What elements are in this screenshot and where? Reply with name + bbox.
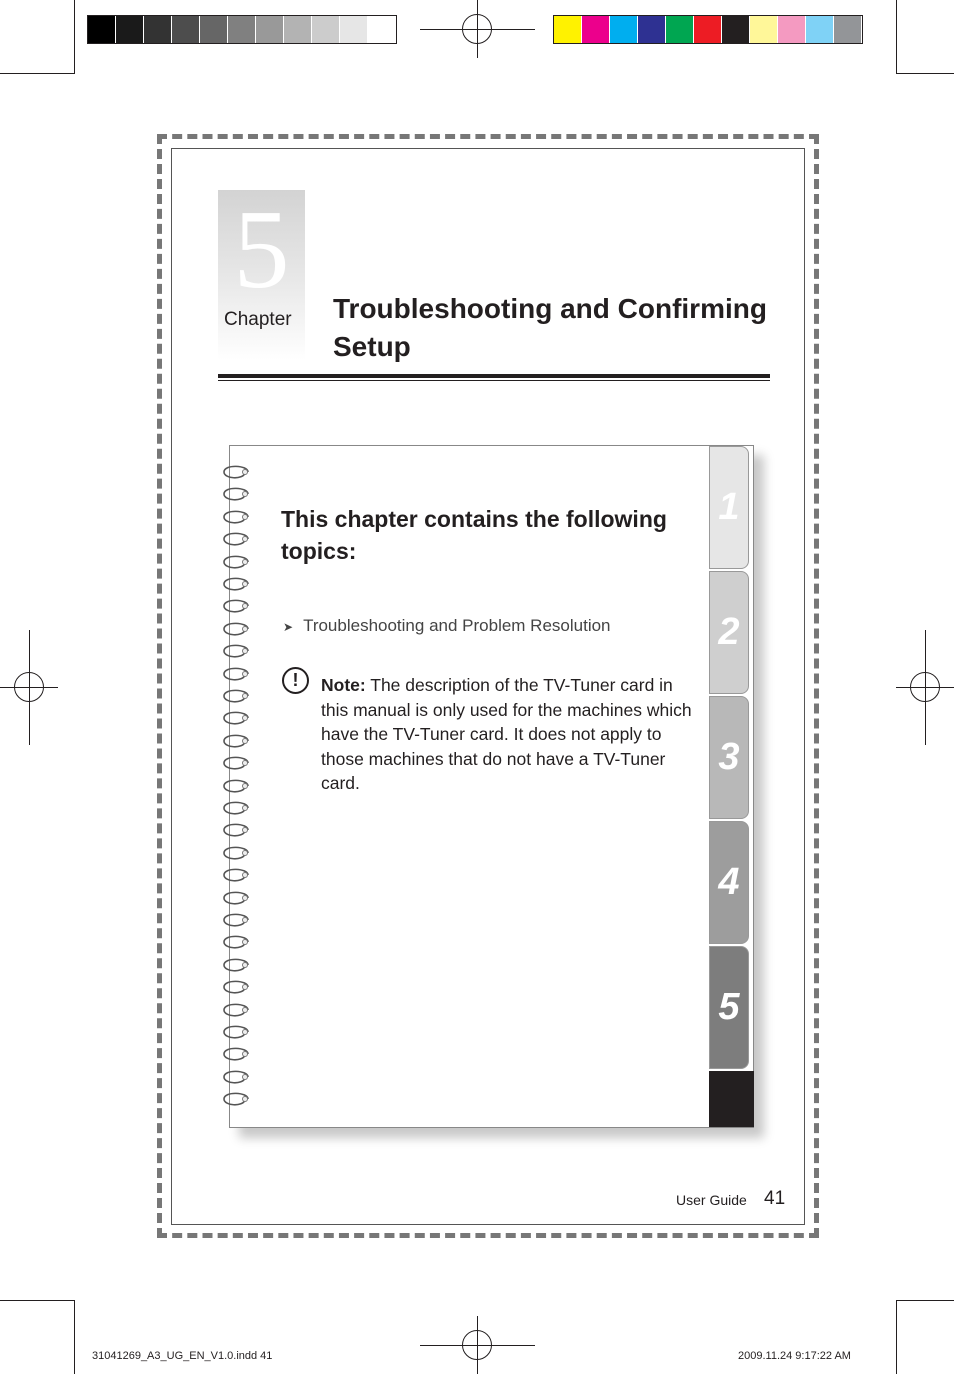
note-label: Note: [321,675,366,695]
spiral-coil-icon [221,642,249,658]
gray-swatch [256,16,284,43]
spiral-coil-icon [221,821,249,837]
slug-file: 31041269_A3_UG_EN_V1.0.indd 41 [92,1350,273,1362]
topic-list-item [283,616,611,636]
title-rule [218,380,770,381]
crop-mark [0,1300,74,1301]
process-color-bar [553,15,863,44]
registration-circle [462,1330,492,1360]
color-swatch [582,16,610,43]
gray-swatch [368,16,396,43]
registration-circle [462,14,492,44]
crop-mark [896,0,897,74]
spiral-coil-icon [221,1023,249,1039]
tab-label: 3 [718,736,740,778]
spiral-coil-icon [221,463,249,479]
crop-mark [896,1300,897,1374]
spiral-coil-icon [221,597,249,613]
page-number: 41 [764,1188,786,1209]
spiral-coil-icon [221,1068,249,1084]
color-swatch [638,16,666,43]
crop-mark [74,1300,75,1374]
slug-date: 2009.11.24 9:17:22 AM [738,1350,851,1362]
crop-mark [896,1300,954,1301]
crop-mark [0,73,74,74]
color-swatch [750,16,778,43]
spiral-coil-icon [221,844,249,860]
spiral-coil-icon [221,709,249,725]
chapter-tab-5 [709,946,749,1069]
spiral-coil-icon [221,754,249,770]
chapter-tab-1 [709,446,749,569]
spiral-coil-icon [221,978,249,994]
spiral-coil-icon [221,866,249,882]
footer-label: User Guide [676,1192,747,1208]
chapter-label: Chapter [224,309,292,330]
crop-mark [896,73,954,74]
color-swatch [666,16,694,43]
registration-circle [910,672,940,702]
spiral-coil-icon [221,799,249,815]
spiral-coil-icon [221,1001,249,1017]
gray-swatch [312,16,340,43]
exclamation-icon: ! [282,667,309,694]
gray-swatch [172,16,200,43]
note-body: The description of the TV-Tuner card in this manual is only used for the machines which have the TV-Tuner card. It does not apply to those machines that do not have a TV-Tuner card. [321,675,692,793]
spiral-coil-icon [221,620,249,636]
tab-label: 4 [718,861,740,903]
tab-label: 2 [718,611,740,653]
color-swatch [694,16,722,43]
spiral-coil-icon [221,530,249,546]
spiral-coil-icon [221,933,249,949]
color-swatch [722,16,750,43]
spiral-coil-icon [221,665,249,681]
spiral-coil-icon [221,732,249,748]
chapter-tab-2 [709,571,749,694]
gray-color-bar [87,15,397,44]
crop-mark [74,0,75,74]
spiral-coil-icon [221,508,249,524]
registration-circle [14,672,44,702]
color-swatch [610,16,638,43]
spiral-coil-icon [221,889,249,905]
arrow-bullet-icon: ➤ [283,620,294,634]
spiral-coil-icon [221,553,249,569]
chapter-tab-3 [709,696,749,819]
tab-label: 1 [718,486,740,528]
chapter-tab-4 [709,821,749,944]
gray-swatch [200,16,228,43]
color-swatch [834,16,862,43]
tab-label: 5 [718,986,740,1028]
chapter-title: Troubleshooting and Confirming Setup [333,293,767,362]
spiral-coil-icon [221,687,249,703]
chapter-number: 5 [233,188,290,312]
note-text [321,673,693,796]
spiral-coil-icon [221,575,249,591]
color-swatch [778,16,806,43]
tab-strip-end [709,1071,754,1127]
gray-swatch [228,16,256,43]
spiral-coil-icon [221,1090,249,1106]
gray-swatch [340,16,368,43]
topic-text: Troubleshooting and Problem Resolution [303,616,611,635]
spiral-coil-icon [221,956,249,972]
topics-heading: This chapter contains the following topics: [281,506,667,564]
gray-swatch [144,16,172,43]
gray-swatch [284,16,312,43]
gray-swatch [116,16,144,43]
chapter-badge [218,190,305,360]
title-rule [218,374,770,378]
spiral-coil-icon [221,485,249,501]
color-swatch [806,16,834,43]
gray-swatch [88,16,116,43]
spiral-coil-icon [221,911,249,927]
spiral-coil-icon [221,777,249,793]
color-swatch [554,16,582,43]
spiral-coil-icon [221,1045,249,1061]
